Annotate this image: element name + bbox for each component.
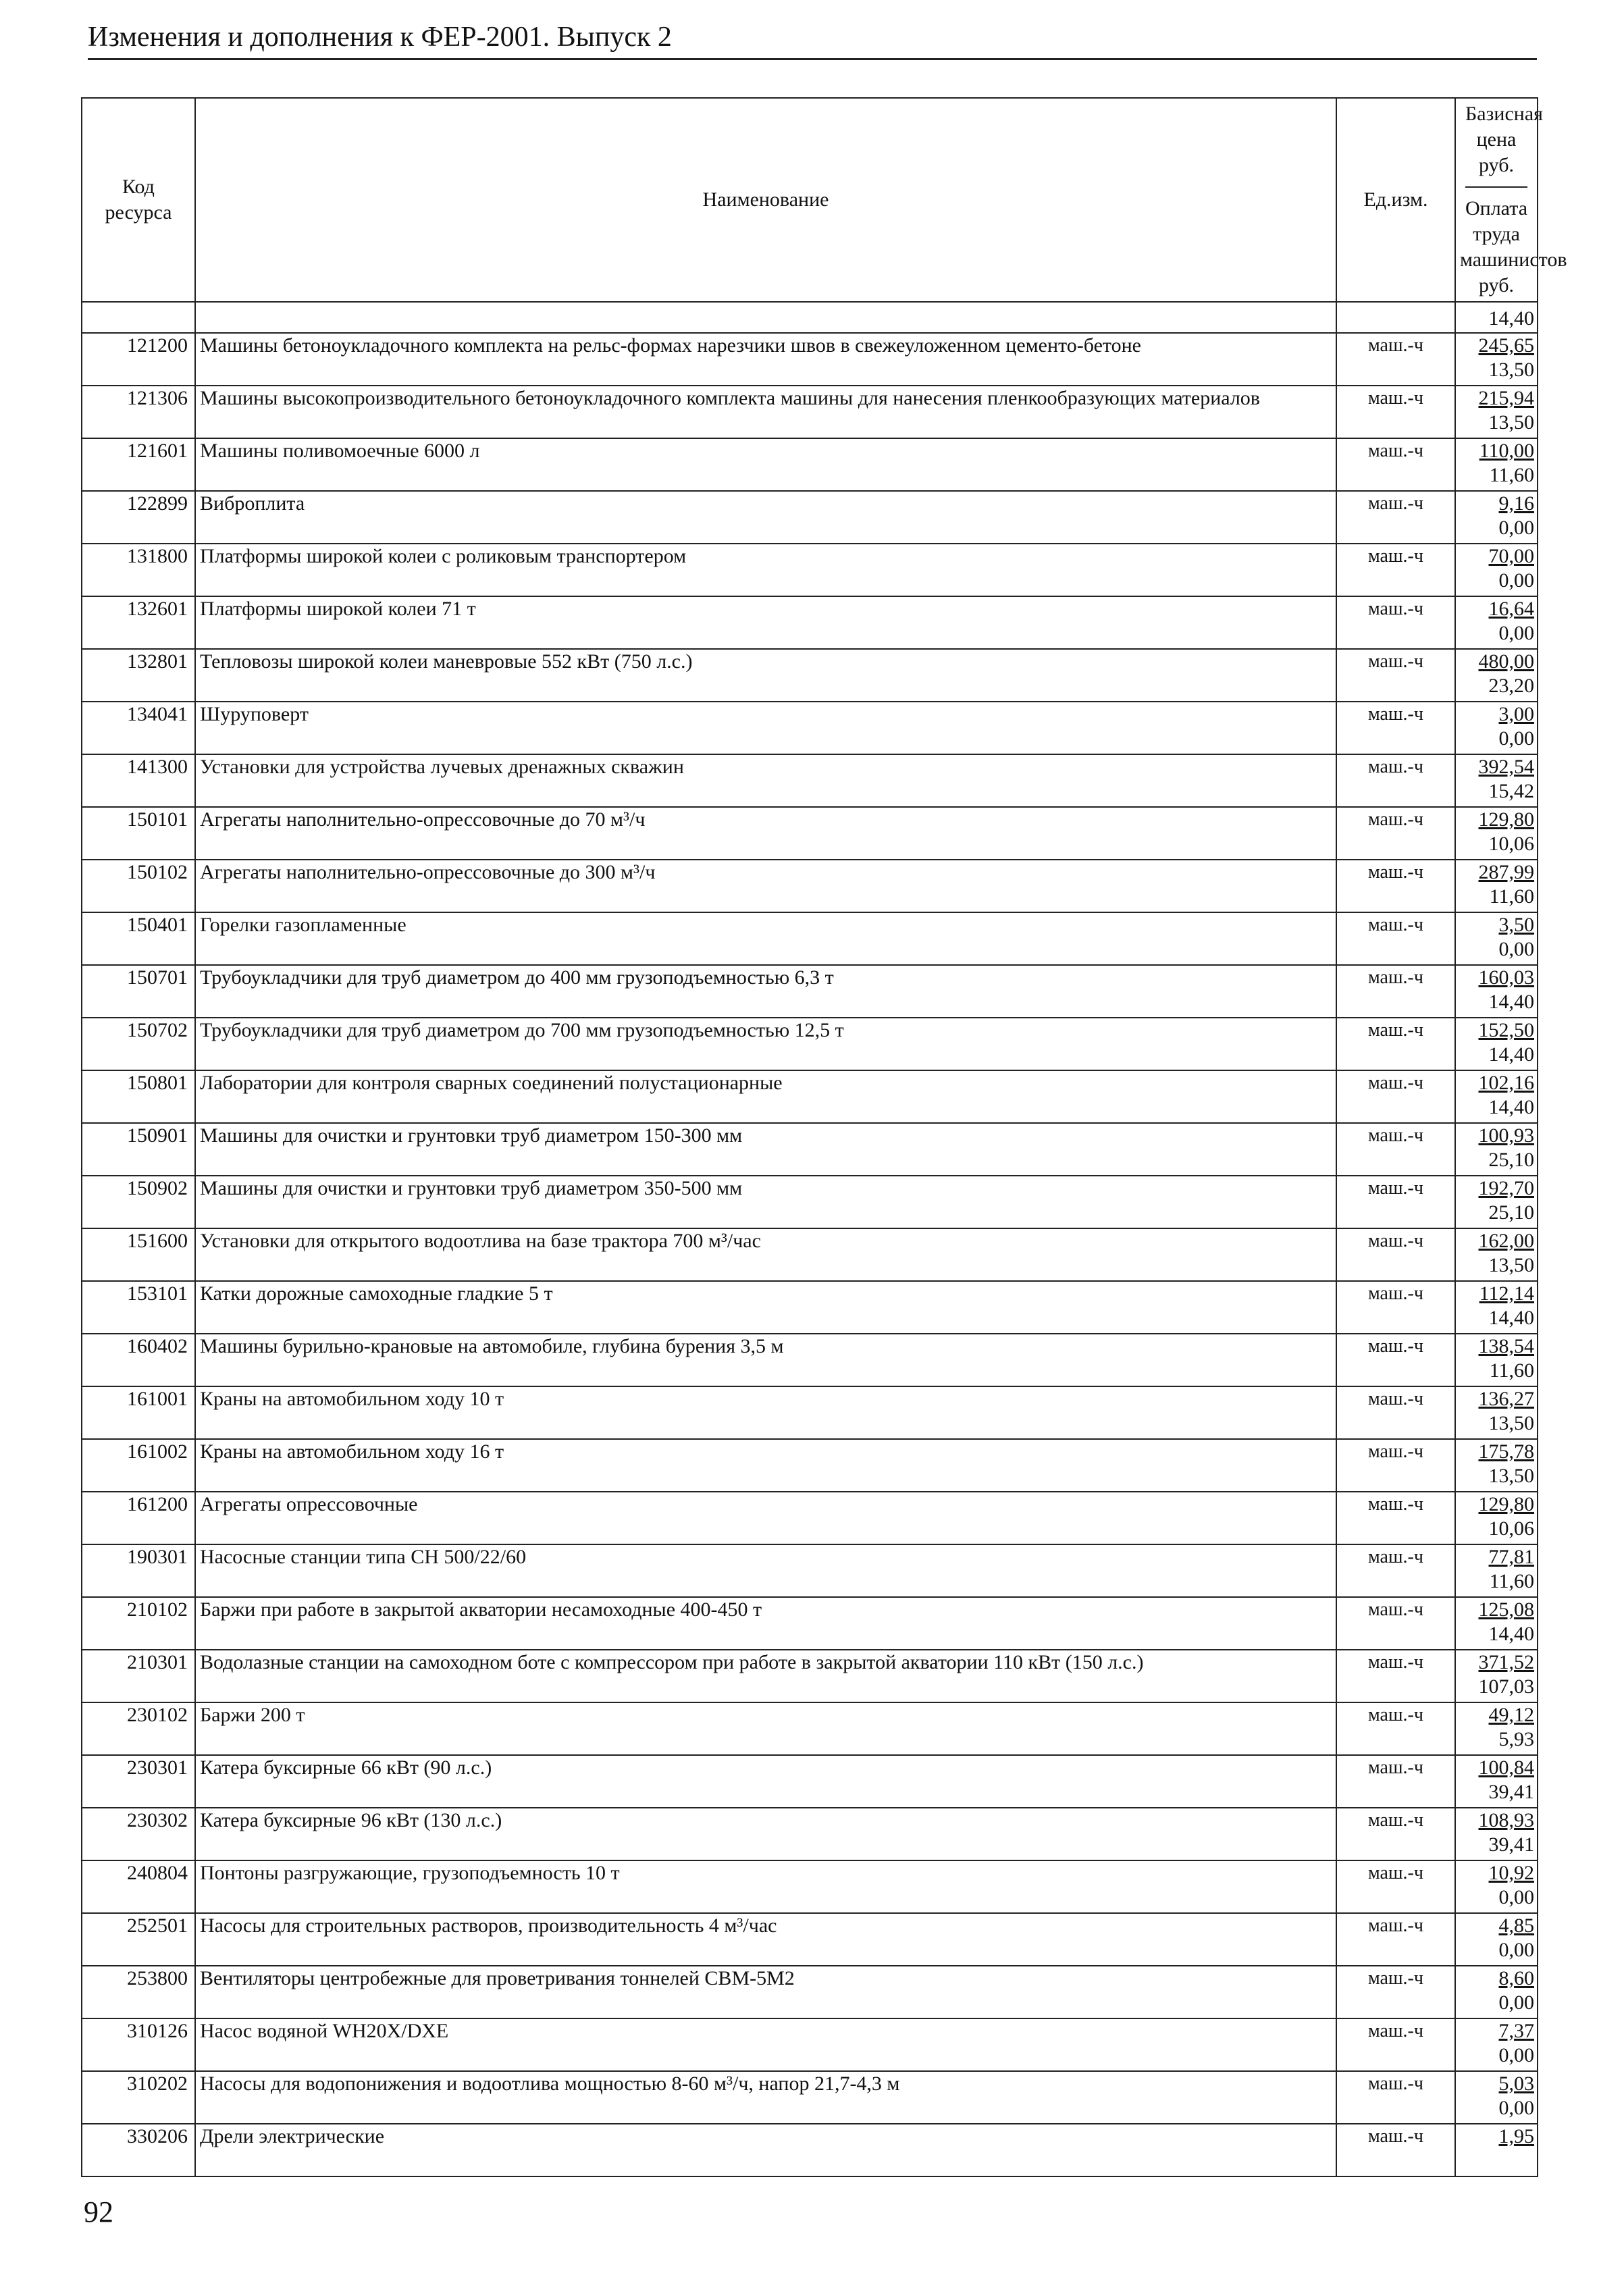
table-row — [82, 2124, 1538, 2176]
resource-unit: маш.-ч — [1336, 438, 1455, 491]
price-cell — [1455, 1860, 1538, 1913]
operator-labor-cost: 107,03 — [1478, 1675, 1534, 1698]
resource-unit: маш.-ч — [1336, 1018, 1455, 1070]
price-cell — [1455, 1492, 1538, 1544]
resource-code: 160402 — [82, 1334, 195, 1386]
price-cell — [1455, 1281, 1538, 1334]
price-cell — [1455, 807, 1538, 860]
operator-labor-cost: 13,50 — [1488, 1412, 1534, 1434]
resource-name: Машины бурильно-крановые на автомобиле, глубина бурения 3,5 м — [195, 1334, 1336, 1386]
resource-name: Горелки газопламенные — [195, 912, 1336, 965]
resource-unit: маш.-ч — [1336, 2124, 1455, 2176]
resource-code: 150101 — [82, 807, 195, 860]
operator-labor-cost: 0,00 — [1498, 569, 1534, 592]
resource-name: Краны на автомобильном ходу 16 т — [195, 1439, 1336, 1492]
table-row — [82, 333, 1538, 386]
price-cell — [1455, 860, 1538, 912]
resource-code: 150801 — [82, 1070, 195, 1123]
operator-labor-cost: 13,50 — [1488, 411, 1534, 434]
resource-unit: маш.-ч — [1336, 2071, 1455, 2124]
operator-labor-cost: 11,60 — [1489, 1570, 1534, 1592]
resource-code: 150702 — [82, 1018, 195, 1070]
price-cell — [1455, 1544, 1538, 1597]
operator-labor-cost: 14,40 — [1488, 1623, 1534, 1645]
price-cell — [1455, 1439, 1538, 1492]
base-price: 16,64 — [1488, 598, 1534, 620]
price-cell — [1455, 754, 1538, 807]
resource-code: 153101 — [82, 1281, 195, 1334]
column-header-price — [1455, 98, 1567, 302]
base-price: 4,85 — [1498, 1914, 1534, 1937]
price-cell — [1455, 1913, 1538, 1966]
price-cell — [1455, 2124, 1538, 2176]
operator-labor-cost: 0,00 — [1498, 2044, 1534, 2066]
base-price: 10,92 — [1488, 1862, 1534, 1884]
table-row — [82, 1018, 1538, 1070]
resource-unit: маш.-ч — [1336, 1492, 1455, 1544]
operator-labor-cost: 14,40 — [1488, 1043, 1534, 1066]
resource-code: 310126 — [82, 2018, 195, 2071]
resource-name: Баржи при работе в закрытой акватории несамоходные 400-450 т — [195, 1597, 1336, 1650]
resource-name: Виброплита — [195, 491, 1336, 544]
operator-labor-cost: 0,00 — [1498, 1939, 1534, 1961]
price-cell — [1455, 1966, 1538, 2018]
table-row — [82, 1702, 1538, 1755]
resource-code: 121306 — [82, 386, 195, 438]
resource-code: 161200 — [82, 1492, 195, 1544]
table-row — [82, 1123, 1538, 1176]
base-price: 371,52 — [1478, 1651, 1534, 1673]
operator-labor-cost: 13,50 — [1488, 1465, 1534, 1487]
resource-name: Вентиляторы центробежные для проветривания тоннелей СВМ-5М2 — [195, 1966, 1336, 2018]
resource-unit: маш.-ч — [1336, 1070, 1455, 1123]
resource-name: Тепловозы широкой колеи маневровые 552 кВт (750 л.с.) — [195, 649, 1336, 702]
resource-name: Машины для очистки и грунтовки труб диаметром 350-500 мм — [195, 1176, 1336, 1228]
base-price: 129,80 — [1478, 808, 1534, 831]
resource-unit: маш.-ч — [1336, 1808, 1455, 1860]
column-header-code: Код ресурса — [82, 98, 195, 302]
resource-unit: маш.-ч — [1336, 1702, 1455, 1755]
resource-name: Машины поливомоечные 6000 л — [195, 438, 1336, 491]
price-cell — [1455, 596, 1538, 649]
base-price: 1,95 — [1498, 2125, 1534, 2147]
table-row — [82, 702, 1538, 754]
price-cell — [1455, 912, 1538, 965]
column-header-unit: Ед.изм. — [1336, 98, 1455, 302]
price-cell — [1455, 544, 1538, 596]
table-row — [82, 491, 1538, 544]
table-row — [82, 1650, 1538, 1702]
operator-labor-cost: 13,50 — [1488, 359, 1534, 381]
resource-name: Агрегаты опрессовочные — [195, 1492, 1336, 1544]
resource-code: 150401 — [82, 912, 195, 965]
resource-code: 210301 — [82, 1650, 195, 1702]
price-cell — [1455, 1755, 1538, 1808]
resource-name: Катки дорожные самоходные гладкие 5 т — [195, 1281, 1336, 1334]
resource-code: 141300 — [82, 754, 195, 807]
resource-code: 122899 — [82, 491, 195, 544]
resource-table-container — [81, 97, 1567, 2177]
table-row — [82, 2018, 1538, 2071]
resource-name: Машины для очистки и грунтовки труб диаметром 150-300 мм — [195, 1123, 1336, 1176]
price-cell — [1455, 1123, 1538, 1176]
base-price: 110,00 — [1479, 440, 1534, 462]
resource-code: 134041 — [82, 702, 195, 754]
price-cell — [1455, 1334, 1538, 1386]
base-price: 152,50 — [1478, 1019, 1534, 1041]
resource-code: 150902 — [82, 1176, 195, 1228]
resource-unit: маш.-ч — [1336, 860, 1455, 912]
table-row — [82, 1334, 1538, 1386]
base-price: 112,14 — [1479, 1282, 1534, 1305]
resource-name: Баржи 200 т — [195, 1702, 1336, 1755]
price-cell — [1455, 1070, 1538, 1123]
resource-unit: маш.-ч — [1336, 1439, 1455, 1492]
resource-code: 240804 — [82, 1860, 195, 1913]
carry-over-name — [195, 302, 1336, 333]
base-price: 100,84 — [1478, 1756, 1534, 1779]
operator-labor-cost: 14,40 — [1488, 991, 1534, 1013]
resource-name: Дрели электрические — [195, 2124, 1336, 2176]
table-row — [82, 1070, 1538, 1123]
resource-name: Агрегаты наполнительно-опрессовочные до 70 м³/ч — [195, 807, 1336, 860]
resource-unit: маш.-ч — [1336, 965, 1455, 1018]
table-row — [82, 860, 1538, 912]
resource-unit: маш.-ч — [1336, 1228, 1455, 1281]
resource-name: Машины высокопроизводительного бетоноукладочного комплекта машины для нанесения пленкообразующих материалов — [195, 386, 1336, 438]
resource-name: Краны на автомобильном ходу 10 т — [195, 1386, 1336, 1439]
base-price: 5,03 — [1498, 2072, 1534, 2095]
resource-name: Машины бетоноукладочного комплекта на рельс-формах нарезчики швов в свежеуложенном цементо-бетоне — [195, 333, 1336, 386]
operator-labor-cost: 0,00 — [1498, 622, 1534, 644]
resource-code: 150701 — [82, 965, 195, 1018]
price-cell — [1455, 1702, 1538, 1755]
resource-code: 252501 — [82, 1913, 195, 1966]
price-cell — [1455, 2071, 1538, 2124]
resource-name: Установки для открытого водоотлива на базе трактора 700 м³/час — [195, 1228, 1336, 1281]
table-row — [82, 1913, 1538, 1966]
carry-over-labor: 14,40 — [1455, 302, 1538, 333]
resource-name: Катера буксирные 66 кВт (90 л.с.) — [195, 1755, 1336, 1808]
resource-code: 210102 — [82, 1597, 195, 1650]
price-cell — [1455, 702, 1538, 754]
base-price: 125,08 — [1478, 1598, 1534, 1621]
operator-labor-cost: 0,00 — [1498, 727, 1534, 750]
resource-code: 151600 — [82, 1228, 195, 1281]
operator-labor-cost: 39,41 — [1488, 1781, 1534, 1803]
resource-unit: маш.-ч — [1336, 491, 1455, 544]
resource-code: 132601 — [82, 596, 195, 649]
resource-unit: маш.-ч — [1336, 1860, 1455, 1913]
resource-unit: маш.-ч — [1336, 1281, 1455, 1334]
operator-labor-cost: 13,50 — [1488, 1254, 1534, 1276]
resource-name: Агрегаты наполнительно-опрессовочные до 300 м³/ч — [195, 860, 1336, 912]
price-cell — [1455, 1018, 1538, 1070]
operator-labor-cost: 25,10 — [1488, 1149, 1534, 1171]
resource-code: 131800 — [82, 544, 195, 596]
price-cell — [1455, 386, 1538, 438]
table-row — [82, 1544, 1538, 1597]
resource-unit: маш.-ч — [1336, 1913, 1455, 1966]
resource-price-table — [81, 97, 1567, 2177]
resource-name: Насосы для строительных растворов, производительность 4 м³/час — [195, 1913, 1336, 1966]
resource-name: Понтоны разгружающие, грузоподъемность 10 т — [195, 1860, 1336, 1913]
table-row — [82, 1439, 1538, 1492]
page-header-title: Изменения и дополнения к ФЕР-2001. Выпуск 2 — [88, 22, 672, 53]
resource-code: 161002 — [82, 1439, 195, 1492]
page-header — [88, 19, 1537, 60]
resource-code: 253800 — [82, 1966, 195, 2018]
carry-over-unit — [1336, 302, 1455, 333]
price-cell — [1455, 965, 1538, 1018]
operator-labor-cost: 11,60 — [1489, 1359, 1534, 1382]
resource-name: Трубоукладчики для труб диаметром до 400 мм грузоподъемностью 6,3 т — [195, 965, 1336, 1018]
price-cell — [1455, 333, 1538, 386]
resource-unit: маш.-ч — [1336, 1334, 1455, 1386]
resource-code: 230302 — [82, 1808, 195, 1860]
resource-unit: маш.-ч — [1336, 1755, 1455, 1808]
operator-labor-cost: 0,00 — [1498, 2097, 1534, 2119]
table-row — [82, 438, 1538, 491]
resource-name: Трубоукладчики для труб диаметром до 700 мм грузоподъемностью 12,5 т — [195, 1018, 1336, 1070]
base-price: 162,00 — [1478, 1230, 1534, 1252]
resource-name: Платформы широкой колеи 71 т — [195, 596, 1336, 649]
resource-name: Лаборатории для контроля сварных соединений полустационарные — [195, 1070, 1336, 1123]
base-price: 3,50 — [1498, 914, 1534, 936]
operator-labor-cost: 14,40 — [1488, 1307, 1534, 1329]
resource-unit: маш.-ч — [1336, 2018, 1455, 2071]
base-price: 77,81 — [1488, 1546, 1534, 1568]
base-price: 138,54 — [1478, 1335, 1534, 1357]
operator-labor-cost: 10,06 — [1488, 833, 1534, 855]
column-header-labor: Оплата труда машинистов руб. — [1460, 197, 1567, 296]
base-price: 102,16 — [1478, 1072, 1534, 1094]
table-header-row — [82, 98, 1538, 302]
price-cell — [1455, 438, 1538, 491]
table-row — [82, 649, 1538, 702]
base-price: 3,00 — [1498, 703, 1534, 725]
base-price: 245,65 — [1478, 334, 1534, 357]
resource-name: Насос водяной WH20X/DXE — [195, 2018, 1336, 2071]
operator-labor-cost: 11,60 — [1489, 885, 1534, 908]
table-body — [82, 302, 1538, 2176]
base-price: 480,00 — [1478, 650, 1534, 673]
table-row — [82, 1860, 1538, 1913]
base-price: 9,16 — [1498, 492, 1534, 515]
carry-over-code — [82, 302, 195, 333]
price-cell — [1455, 1597, 1538, 1650]
resource-code: 121200 — [82, 333, 195, 386]
operator-labor-cost: 23,20 — [1488, 675, 1534, 697]
table-row — [82, 2071, 1538, 2124]
operator-labor-cost: 5,93 — [1498, 1728, 1534, 1750]
resource-name: Насосы для водопонижения и водоотлива мощностью 8-60 м³/ч, напор 21,7-4,3 м — [195, 2071, 1336, 2124]
resource-name: Установки для устройства лучевых дренажных скважин — [195, 754, 1336, 807]
base-price: 49,12 — [1488, 1704, 1534, 1726]
operator-labor-cost: 25,10 — [1488, 1201, 1534, 1224]
table-row — [82, 912, 1538, 965]
base-price: 392,54 — [1478, 756, 1534, 778]
table-row — [82, 1492, 1538, 1544]
page-number: 92 — [84, 2195, 113, 2228]
resource-unit: маш.-ч — [1336, 386, 1455, 438]
base-price: 100,93 — [1478, 1124, 1534, 1147]
operator-labor-cost: 39,41 — [1488, 1833, 1534, 1856]
table-row — [82, 386, 1538, 438]
price-cell — [1455, 1808, 1538, 1860]
operator-labor-cost: 0,00 — [1498, 1991, 1534, 2014]
resource-unit: маш.-ч — [1336, 807, 1455, 860]
table-row — [82, 754, 1538, 807]
resource-unit: маш.-ч — [1336, 1966, 1455, 2018]
base-price: 175,78 — [1478, 1440, 1534, 1463]
base-price: 8,60 — [1498, 1967, 1534, 1989]
operator-labor-cost: 15,42 — [1488, 780, 1534, 802]
base-price: 136,27 — [1478, 1388, 1534, 1410]
carry-over-row — [82, 302, 1538, 333]
table-row — [82, 1808, 1538, 1860]
base-price: 7,37 — [1498, 2020, 1534, 2042]
resource-unit: маш.-ч — [1336, 1176, 1455, 1228]
resource-code: 121601 — [82, 438, 195, 491]
resource-name: Водолазные станции на самоходном боте с компрессором при работе в закрытой акватории 110 кВт (150 л.с.) — [195, 1650, 1336, 1702]
resource-unit: маш.-ч — [1336, 544, 1455, 596]
base-price: 160,03 — [1478, 966, 1534, 989]
operator-labor-cost: 11,60 — [1489, 464, 1534, 486]
price-cell — [1455, 1650, 1538, 1702]
operator-labor-cost: 0,00 — [1498, 938, 1534, 960]
table-row — [82, 544, 1538, 596]
base-price: 287,99 — [1478, 861, 1534, 883]
operator-labor-cost: 10,06 — [1488, 1517, 1534, 1540]
resource-code: 150901 — [82, 1123, 195, 1176]
price-cell — [1455, 1386, 1538, 1439]
table-row — [82, 965, 1538, 1018]
resource-unit: маш.-ч — [1336, 596, 1455, 649]
table-row — [82, 1755, 1538, 1808]
resource-unit: маш.-ч — [1336, 1650, 1455, 1702]
resource-code: 230301 — [82, 1755, 195, 1808]
column-header-base-price: Базисная цена руб. — [1465, 101, 1527, 188]
resource-unit: маш.-ч — [1336, 649, 1455, 702]
table-row — [82, 1386, 1538, 1439]
resource-code: 330206 — [82, 2124, 195, 2176]
column-header-name: Наименование — [195, 98, 1336, 302]
price-cell — [1455, 649, 1538, 702]
table-row — [82, 1281, 1538, 1334]
table-row — [82, 1597, 1538, 1650]
resource-unit: маш.-ч — [1336, 912, 1455, 965]
table-row — [82, 1966, 1538, 2018]
operator-labor-cost: 14,40 — [1488, 1096, 1534, 1118]
resource-unit: маш.-ч — [1336, 1386, 1455, 1439]
resource-unit: маш.-ч — [1336, 754, 1455, 807]
base-price: 70,00 — [1488, 545, 1534, 567]
resource-unit: маш.-ч — [1336, 333, 1455, 386]
resource-code: 190301 — [82, 1544, 195, 1597]
price-cell — [1455, 1176, 1538, 1228]
resource-name: Насосные станции типа СН 500/22/60 — [195, 1544, 1336, 1597]
resource-name: Шуруповерт — [195, 702, 1336, 754]
base-price: 108,93 — [1478, 1809, 1534, 1831]
table-row — [82, 1176, 1538, 1228]
resource-unit: маш.-ч — [1336, 1544, 1455, 1597]
table-row — [82, 807, 1538, 860]
base-price: 129,80 — [1478, 1493, 1534, 1515]
resource-code: 132801 — [82, 649, 195, 702]
resource-code: 230102 — [82, 1702, 195, 1755]
resource-code: 150102 — [82, 860, 195, 912]
resource-name: Платформы широкой колеи с роликовым транспортером — [195, 544, 1336, 596]
resource-code: 161001 — [82, 1386, 195, 1439]
resource-name: Катера буксирные 96 кВт (130 л.с.) — [195, 1808, 1336, 1860]
operator-labor-cost: 0,00 — [1498, 1886, 1534, 1908]
resource-unit: маш.-ч — [1336, 1597, 1455, 1650]
base-price: 192,70 — [1478, 1177, 1534, 1199]
resource-code: 310202 — [82, 2071, 195, 2124]
price-cell — [1455, 2018, 1538, 2071]
table-row — [82, 1228, 1538, 1281]
base-price: 215,94 — [1478, 387, 1534, 409]
price-cell — [1455, 491, 1538, 544]
operator-labor-cost: 0,00 — [1498, 517, 1534, 539]
table-row — [82, 596, 1538, 649]
resource-unit: маш.-ч — [1336, 702, 1455, 754]
resource-unit: маш.-ч — [1336, 1123, 1455, 1176]
price-cell — [1455, 1228, 1538, 1281]
